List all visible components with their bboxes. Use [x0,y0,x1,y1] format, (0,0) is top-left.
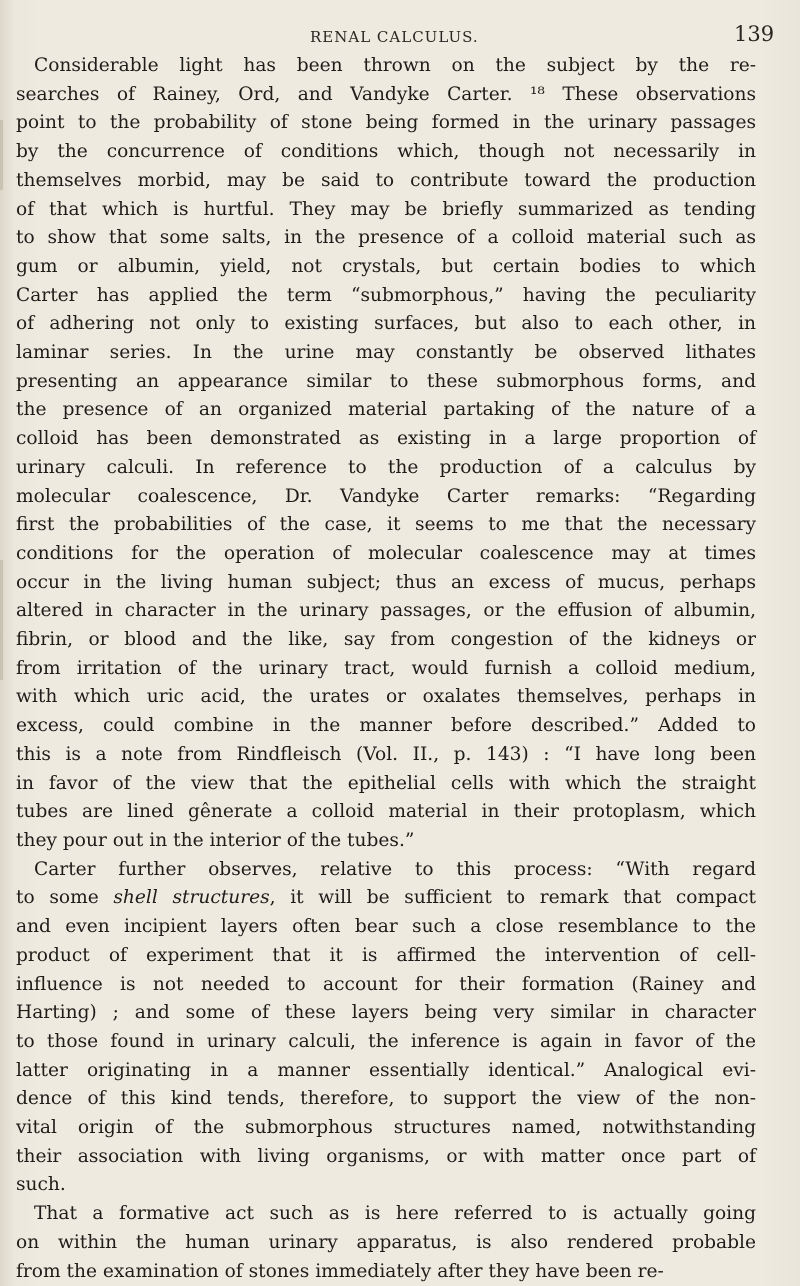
page-number: 139 [734,22,775,46]
text-line: conditions for the operation of molecular coalescence may at times [16,542,756,564]
text-line: and even incipient layers often bear such a close resemblance to the [16,916,756,938]
text-line: laminar series. In the urine may constantly be observed lithates [16,342,756,364]
text-line: urinary calculi. In reference to the production of a calculus by [16,456,756,478]
text-line: Carter has applied the term “submorphous,” having the peculiarity [16,284,756,306]
text-line: to those found in urinary calculi, the inference is again in favor of the [16,1030,756,1052]
text-line: Harting) ; and some of these layers being very similar in character [16,1002,756,1024]
text-line: to show that some salts, in the presence of a colloid material such as [16,227,756,249]
text-line: point to the probability of stone being formed in the urinary passages [16,112,756,134]
text-line [16,884,756,913]
text-line: the presence of an organized material partaking of the nature of a [16,399,756,421]
italic-term: shell structures [113,887,270,909]
text-line: first the probabilities of the case, it seems to me that the necessary [16,514,756,536]
text-line: excess, could combine in the manner before described.” Added to [16,715,756,737]
text-line: fibrin, or blood and the like, say from congestion of the kidneys or [16,629,756,651]
text-line: of adhering not only to existing surfaces, but also to each other, in [16,313,756,335]
text-line: this is a note from Rindfleisch (Vol. II., p. 143) : “I have long been [16,743,756,765]
text-line: Considerable light has been thrown on the subject by the re- [34,55,756,76]
page-header [0,14,800,48]
text-line: such. [16,1174,66,1196]
text-line: gum or albumin, yield, not crystals, but certain bodies to which [16,255,756,277]
scan-gutter-shadow [0,120,3,190]
text-line: latter originating in a manner essentially identical.” Analogical evi- [16,1059,756,1081]
text-line: vital origin of the submorphous structures named, notwithstanding [16,1117,756,1139]
paragraph [16,52,756,856]
text-line: influence is not needed to account for their formation (Rainey and [16,973,756,995]
text-line: with which uric acid, the urates or oxalates themselves, perhaps in [16,686,756,708]
paragraph [16,856,756,1200]
text-line: That a formative act such as is here referred to is actually going [34,1203,756,1225]
body-text [16,52,756,1286]
running-head: RENAL CALCULUS. [310,28,479,46]
text-line: themselves morbid, may be said to contribute toward the production [16,169,756,191]
text-line: their association with living organisms, or with matter once part of [16,1145,756,1167]
text-line: colloid has been demonstrated as existing in a large proportion of [16,428,756,450]
text-line: product of experiment that it is affirmed the intervention of cell- [16,944,756,966]
text-run: , it will be sufficient to remark that compact [269,887,757,909]
text-line: in favor of the view that the epithelial cells with which the straight [16,772,756,794]
text-line: by the concurrence of conditions which, though not necessarily in [16,141,756,163]
text-line: altered in character in the urinary passages, or the effusion of albumin, [16,600,756,622]
text-line: searches of Rainey, Ord, and Vandyke Carter. ¹⁸ These observations [16,83,756,105]
text-line: presenting an appearance similar to these submorphous forms, and [16,370,756,392]
scan-gutter-shadow [0,560,3,680]
text-line: molecular coalescence, Dr. Vandyke Carter remarks: “Regarding [16,485,756,507]
text-line: on within the human urinary apparatus, is also rendered probable [16,1231,756,1253]
text-line: of that which is hurtful. They may be briefly summarized as tending [16,198,756,220]
text-line: Carter further observes, relative to this process: “With regard [34,858,756,880]
text-line: occur in the living human subject; thus an excess of mucus, perhaps [16,571,756,593]
text-line: from irritation of the urinary tract, would furnish a colloid medium, [16,657,756,679]
text-line: they pour out in the interior of the tubes.” [16,829,415,851]
text-line: from the examination of stones immediately after they have been re- [16,1260,664,1282]
text-line: dence of this kind tends, therefore, to support the view of the non- [16,1088,756,1110]
paragraph [16,1200,756,1286]
text-line: tubes are lined gênerate a colloid material in their protoplasm, which [16,801,756,823]
text-run: to some [16,887,114,909]
